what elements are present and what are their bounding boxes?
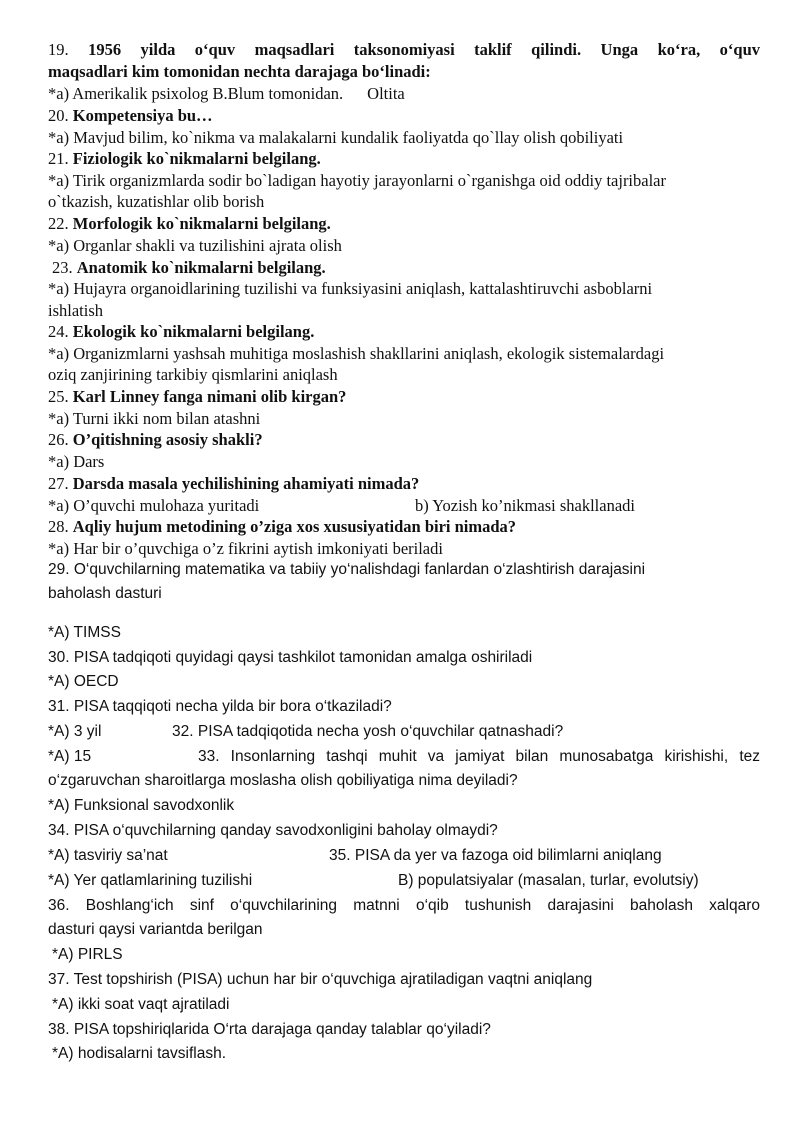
question-25: 25. Karl Linney fanga nimani olib kirgan? bbox=[48, 387, 347, 406]
answer-23: *a) Hujayra organoidlarining tuzilishi va funksiyasini aniqlash, kattalashtiruvchi asboblarni bbox=[48, 279, 653, 298]
question-33: 33. Insonlarning tashqi muhit va jamiyat bilan munosabatga kirishishi, tez bbox=[198, 748, 760, 765]
answer-29: *A) TIMSS bbox=[48, 624, 121, 641]
question-21-text: Fiziologik ko`nikmalarni belgilang. bbox=[72, 149, 321, 168]
question-34: 34. PISA o‘quvchilarning qanday savodxonligini baholay olmaydi? bbox=[48, 822, 498, 839]
question-23-text: Anatomik ko`nikmalarni belgilang. bbox=[76, 258, 326, 277]
answer-28: *a) Har bir o’quvchiga o’z fikrini aytish imkoniyati beriladi bbox=[48, 539, 443, 558]
answer-35-b: B) populatsiyalar (masalan, turlar, evolutsiy) bbox=[398, 872, 699, 889]
question-27: 27. Darsda masala yechilishining ahamiyati nimada? bbox=[48, 474, 420, 493]
question-19-text-cont: maqsadlari kim tomonidan nechta darajaga bo‘linadi: bbox=[48, 62, 431, 81]
question-32: 32. PISA tadqiqotida necha yosh o‘quvchilar qatnashadi? bbox=[172, 723, 564, 740]
question-36: 36. Boshlang‘ich sinf o‘quvchilarining matnni o‘qib tushunish darajasini baholash xalqaro bbox=[48, 897, 760, 914]
question-33-cont: o‘zgaruvchan sharoitlarga moslasha olish qobiliyatiga nima deyiladi? bbox=[48, 772, 518, 789]
answer-30: *A) OECD bbox=[48, 673, 119, 690]
question-35: 35. PISA da yer va fazoga oid bilimlarni aniqlang bbox=[329, 847, 662, 864]
question-23: 23. Anatomik ko`nikmalarni belgilang. bbox=[52, 258, 326, 277]
question-28: 28. Aqliy hujum metodining o’ziga xos xususiyatidan biri nimada? bbox=[48, 517, 517, 536]
question-29-cont: baholash dasturi bbox=[48, 585, 162, 602]
answer-36: *A) PIRLS bbox=[52, 946, 123, 963]
answer-24-cont: oziq zanjirining tarkibiy qismlarini aniqlash bbox=[48, 365, 338, 384]
answer-24: *a) Organizmlarni yashsah muhitiga moslashish shakllarini aniqlash, ekologik sistemalardagi bbox=[48, 344, 665, 363]
answer-21-cont: o`tkazish, kuzatishlar olib borish bbox=[48, 192, 265, 211]
answer-23-cont: ishlatish bbox=[48, 301, 104, 320]
question-21: 21. Fiziologik ko`nikmalarni belgilang. bbox=[48, 149, 321, 168]
question-24-text: Ekologik ko`nikmalarni belgilang. bbox=[72, 322, 315, 341]
answer-33: *A) Funksional savodxonlik bbox=[48, 797, 235, 814]
answer-19-count: Oltita bbox=[367, 84, 405, 103]
answer-22: *a) Organlar shakli va tuzilishini ajrata olish bbox=[48, 236, 342, 255]
question-31: 31. PISA taqqiqoti necha yilda bir bora o‘tkaziladi? bbox=[48, 698, 392, 715]
question-25-text: Karl Linney fanga nimani olib kirgan? bbox=[72, 387, 347, 406]
question-36-cont: dasturi qaysi variantda berilgan bbox=[48, 921, 263, 938]
question-29: 29. O‘quvchilarning matematika va tabiiy yo‘nalishdagi fanlardan o‘zlashtirish darajasini bbox=[48, 561, 646, 578]
question-26: 26. O’qitishning asosiy shakli? bbox=[48, 430, 263, 449]
question-19-text: 1956 yilda o‘quv maqsadlari taksonomiyasi taklif qilindi. Unga ko‘ra, o‘quv bbox=[88, 40, 760, 59]
question-22: 22. Morfologik ko`nikmalarni belgilang. bbox=[48, 214, 331, 233]
question-37: 37. Test topshirish (PISA) uchun har bir o‘quvchiga ajratiladigan vaqtni aniqlang bbox=[48, 971, 593, 988]
question-22-text: Morfologik ko`nikmalarni belgilang. bbox=[72, 214, 331, 233]
answer-26: *a) Dars bbox=[48, 452, 105, 471]
answer-31: *A) 3 yil bbox=[48, 723, 102, 740]
question-30: 30. PISA tadqiqoti quyidagi qaysi tashkilot tamonidan amalga oshiriladi bbox=[48, 649, 533, 666]
answer-37: *A) ikki soat vaqt ajratiladi bbox=[52, 996, 230, 1013]
answer-34: *A) tasviriy sa’nat bbox=[48, 847, 168, 864]
question-24: 24. Ekologik ko`nikmalarni belgilang. bbox=[48, 322, 315, 341]
answer-21: *a) Tirik organizmlarda sodir bo`ladigan hayotiy jarayonlarni o`rganishga oid oddiy tajribalar bbox=[48, 171, 666, 190]
answer-25: *a) Turni ikki nom bilan atashni bbox=[48, 409, 261, 428]
question-19: 19. 1956 yilda o‘quv maqsadlari taksonomiyasi taklif qilindi. Unga ko‘ra, o‘quv bbox=[48, 40, 760, 59]
question-27-text: Darsda masala yechilishining ahamiyati nimada? bbox=[72, 474, 420, 493]
question-38: 38. PISA topshiriqlarida O‘rta darajaga qanday talablar qo‘yiladi? bbox=[48, 1021, 491, 1038]
answer-35-a: *A) Yer qatlamlarining tuzilishi bbox=[48, 872, 253, 889]
question-20: 20. Kompetensiya bu… bbox=[48, 106, 213, 125]
answer-27-a: *a) O’quvchi mulohaza yuritadi bbox=[48, 496, 260, 515]
answer-19: *a) Amerikalik psixolog B.Blum tomonidan. Oltita bbox=[48, 84, 405, 103]
question-28-text: Aqliy hujum metodining o’ziga xos xususiyatidan biri nimada? bbox=[72, 517, 517, 536]
answer-38: *A) hodisalarni tavsiflash. bbox=[52, 1045, 227, 1062]
answer-20: *a) Mavjud bilim, ko`nikma va malakalarni kundalik faoliyatda qo`llay olish qobiliyati bbox=[48, 128, 624, 147]
question-26-text: O’qitishning asosiy shakli? bbox=[72, 430, 263, 449]
answer-32: *A) 15 bbox=[48, 748, 92, 765]
answer-27-b: b) Yozish ko’nikmasi shakllanadi bbox=[415, 496, 635, 515]
question-20-text: Kompetensiya bu… bbox=[72, 106, 213, 125]
